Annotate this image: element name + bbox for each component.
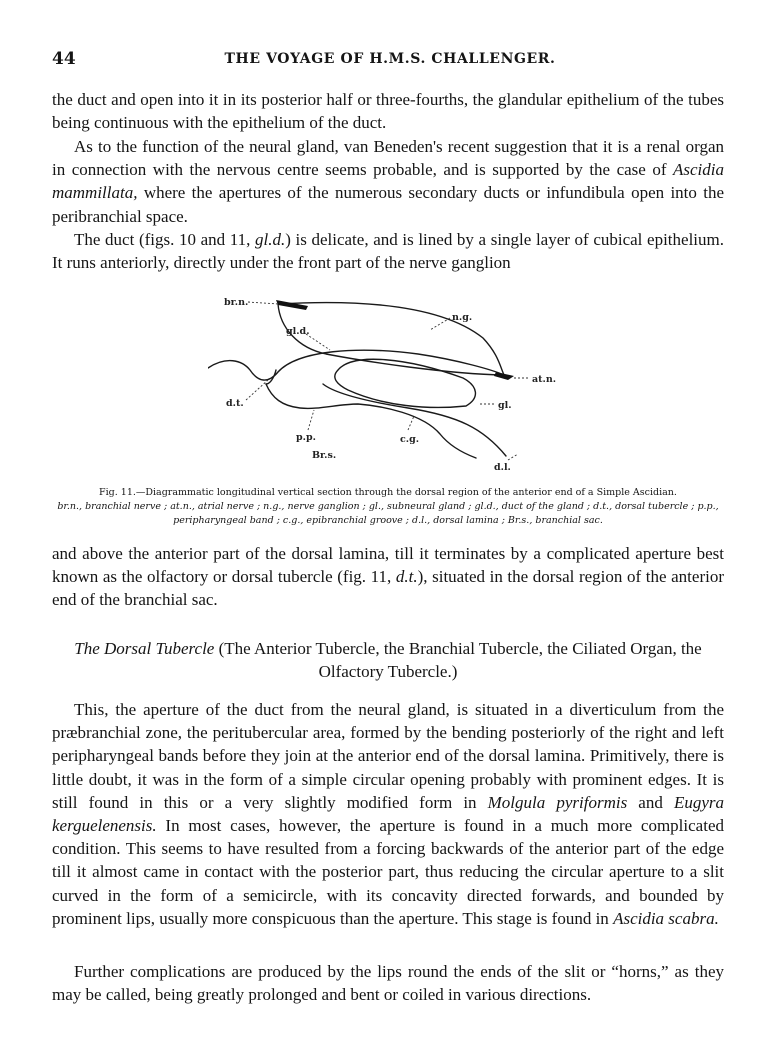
paragraph-3-text-b: ) is delicate, and is lined by a single layer of cubical epithelium. It runs anteriorly, directly under the front part of the nerve ganglion [52,230,724,273]
section-title: The Dorsal Tubercle [74,639,215,658]
paragraph-1 [52,88,724,134]
label-brs: Br.s. [312,450,337,461]
paragraph-2-text-b: where the apertures of the numerous secondary ducts or infundibula open into the peribranchial space. [52,183,724,226]
paragraph-5-text-c: In most cases, however, the aperture is found in a much more complicated condition. This seems to have resulted from a forcing backwards of the anterior part of the edge till it almost came in contact with the posterior part, thus reducing the circular aperture to a slit curved in the form of a semicircle, with its concavity directed forwards, and bounded by prominent lips, usually more conspicuous than the aperture. This stage is found in [52,816,724,928]
species-name: Ascidia mammillata, [52,160,724,203]
paragraph-6 [52,960,724,1006]
figure-11-diagram [208,288,568,478]
species-name: Molgula pyriformis [487,792,628,812]
paragraph-2-text-a: As to the function of the neural gland, van Beneden's recent suggestion that it is a renal organ in connection with the nervous centre seems probable, and is supported by the case of [52,137,724,180]
caption-lead: Fig. 11.—Diagrammatic longitudinal vertical section through the dorsal region of the anterior end of a Simple Ascidian. [99,487,677,498]
paragraph-1-text: the duct and open into it in its posterior half or three-fourths, the glandular epithelium of the tubes being continuous with the epithelium of the duct. [52,90,724,133]
paragraph-5-text-b: and [627,792,674,812]
label-gld: gl.d. [286,326,310,337]
label-cg: c.g. [400,434,420,445]
diagram-svg [208,288,568,478]
label-atn: at.n. [532,374,557,385]
paragraph-3 [52,228,724,274]
page-number: 44 [52,49,76,69]
label-dl: d.l. [494,462,511,473]
peripharyngeal-band-outline [266,384,476,458]
dorsal-lamina-line [266,370,276,384]
gld-leader [306,334,330,350]
species-name: Eugyra kerguelenensis. [52,792,724,836]
brn-leader [248,302,278,304]
label-gl: gl. [498,400,512,411]
label-dt: d.t. [226,398,244,409]
paragraph-3-text-a: The duct (figs. 10 and 11, [74,230,255,249]
paragraph-5-text-a: This, the aperture of the duct from the neural gland, is situated in a diverticulum from the præbranchial zone, the peritubercular area, formed by the bending posteriorly of the right and left peripharyngeal bands before they join at the anterior end of the dorsal lamina. Primitively, there is little doubt, it was in the form of a simple circular opening probably with prominent edges. It is still found in this or a very slightly modified form in [52,700,724,812]
dl-leader [508,454,518,460]
running-title: THE VOYAGE OF H.M.S. CHALLENGER. [224,51,556,67]
branchial-nerve-mark [276,300,308,310]
paragraph-4-text-a: and above the anterior part of the dorsal lamina, till it terminates by a complicated aperture best known as the olfactory or dorsal tubercle (fig. 11, [52,544,724,587]
figure-reference: d.t. [395,567,418,587]
paragraph-5 [52,698,724,930]
pp-leader [308,410,314,430]
caption-legend: br.n., branchial nerve ; at.n., atrial nerve ; n.g., nerve ganglion ; gl., subneural gland ; gl.d., duct of the gland ; d.t., dorsal tubercle ; p.p., peripharyngeal band ; c.g., epibranchial groove ; d.l., dorsal lamina ; Br.s., branchial sac. [57,501,719,526]
label-brn: br.n. [224,297,249,308]
dt-leader [246,380,268,400]
paragraph-6-text: Further complications are produced by the lips round the ends of the slit or “horns,” as they may be called, being greatly prolonged and bent or coiled in various directions. [52,962,724,1005]
dorsal-tubercle-outline [208,350,504,380]
section-subtitle: (The Anterior Tubercle, the Branchial Tubercle, the Ciliated Organ, the Olfactory Tubercle.) [214,639,702,682]
ng-leader [430,318,450,330]
figure-caption [52,486,724,528]
section-heading [52,637,724,683]
species-name: Ascidia scabra. [613,908,719,928]
gland-duct-line [323,384,506,456]
paragraph-4-text-b: ), situated in the dorsal region of the anterior end of the branchial sac. [52,567,724,610]
label-pp: p.p. [296,432,316,443]
paragraph-2 [52,135,724,228]
figure-reference: gl.d. [255,230,286,249]
cg-leader [408,416,414,430]
label-ng: n.g. [452,312,473,323]
paragraph-4 [52,542,724,612]
